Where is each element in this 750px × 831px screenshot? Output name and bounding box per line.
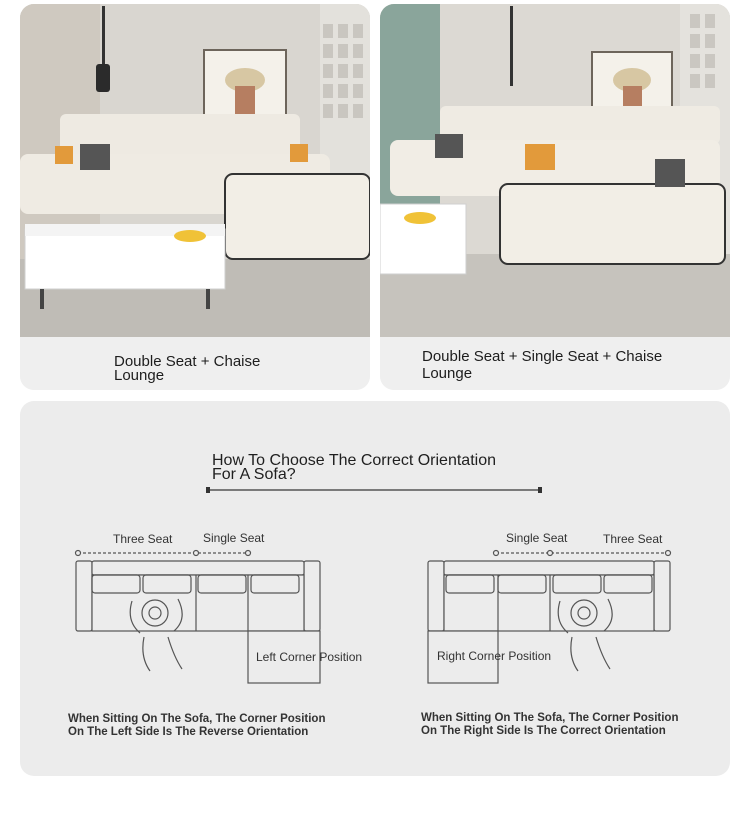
left-corner-sofa-icon [72, 541, 372, 691]
right-note-line-2: On The Right Side Is The Correct Orientation [421, 725, 666, 737]
product-card-double-single-seat[interactable] [380, 4, 730, 390]
orientation-guide-panel [20, 401, 730, 776]
left-orientation-note [68, 713, 325, 739]
sofa-photo-left-chaise [20, 4, 370, 337]
caption-line-1: Double Seat + Single Seat + Chaise [422, 348, 663, 365]
right-corner-diagram [424, 541, 724, 691]
caption-line-1: Double Seat + Chaise [114, 353, 261, 370]
right-orientation-note [421, 712, 678, 738]
right-label-single-seat: Single Seat [506, 531, 568, 545]
card-caption [20, 337, 370, 390]
right-label-three-seat: Three Seat [603, 532, 663, 546]
right-corner-sofa-icon [424, 541, 724, 691]
title-underline-rule [206, 485, 542, 495]
caption-line-2: Lounge [114, 367, 165, 384]
product-card-double-seat[interactable] [20, 4, 370, 390]
left-label-single-seat: Single Seat [203, 531, 265, 545]
left-note-line-2: On The Left Side Is The Reverse Orientation [68, 726, 309, 738]
guide-title-line-1: How To Choose The Correct Orientation [212, 452, 496, 469]
guide-title [212, 454, 552, 482]
guide-title-line-2: For A Sofa? [212, 466, 296, 483]
caption-line-2: Lounge [422, 365, 473, 382]
right-note-line-1: When Sitting On The Sofa, The Corner Position [421, 712, 679, 724]
left-corner-diagram [72, 541, 372, 691]
card-caption [380, 337, 730, 390]
sofa-photo-right-chaise [380, 4, 730, 337]
left-note-line-1: When Sitting On The Sofa, The Corner Position [68, 713, 326, 725]
right-corner-position-label: Right Corner Position [437, 649, 552, 663]
left-corner-position-label: Left Corner Position [256, 650, 363, 664]
left-label-three-seat: Three Seat [113, 532, 173, 546]
